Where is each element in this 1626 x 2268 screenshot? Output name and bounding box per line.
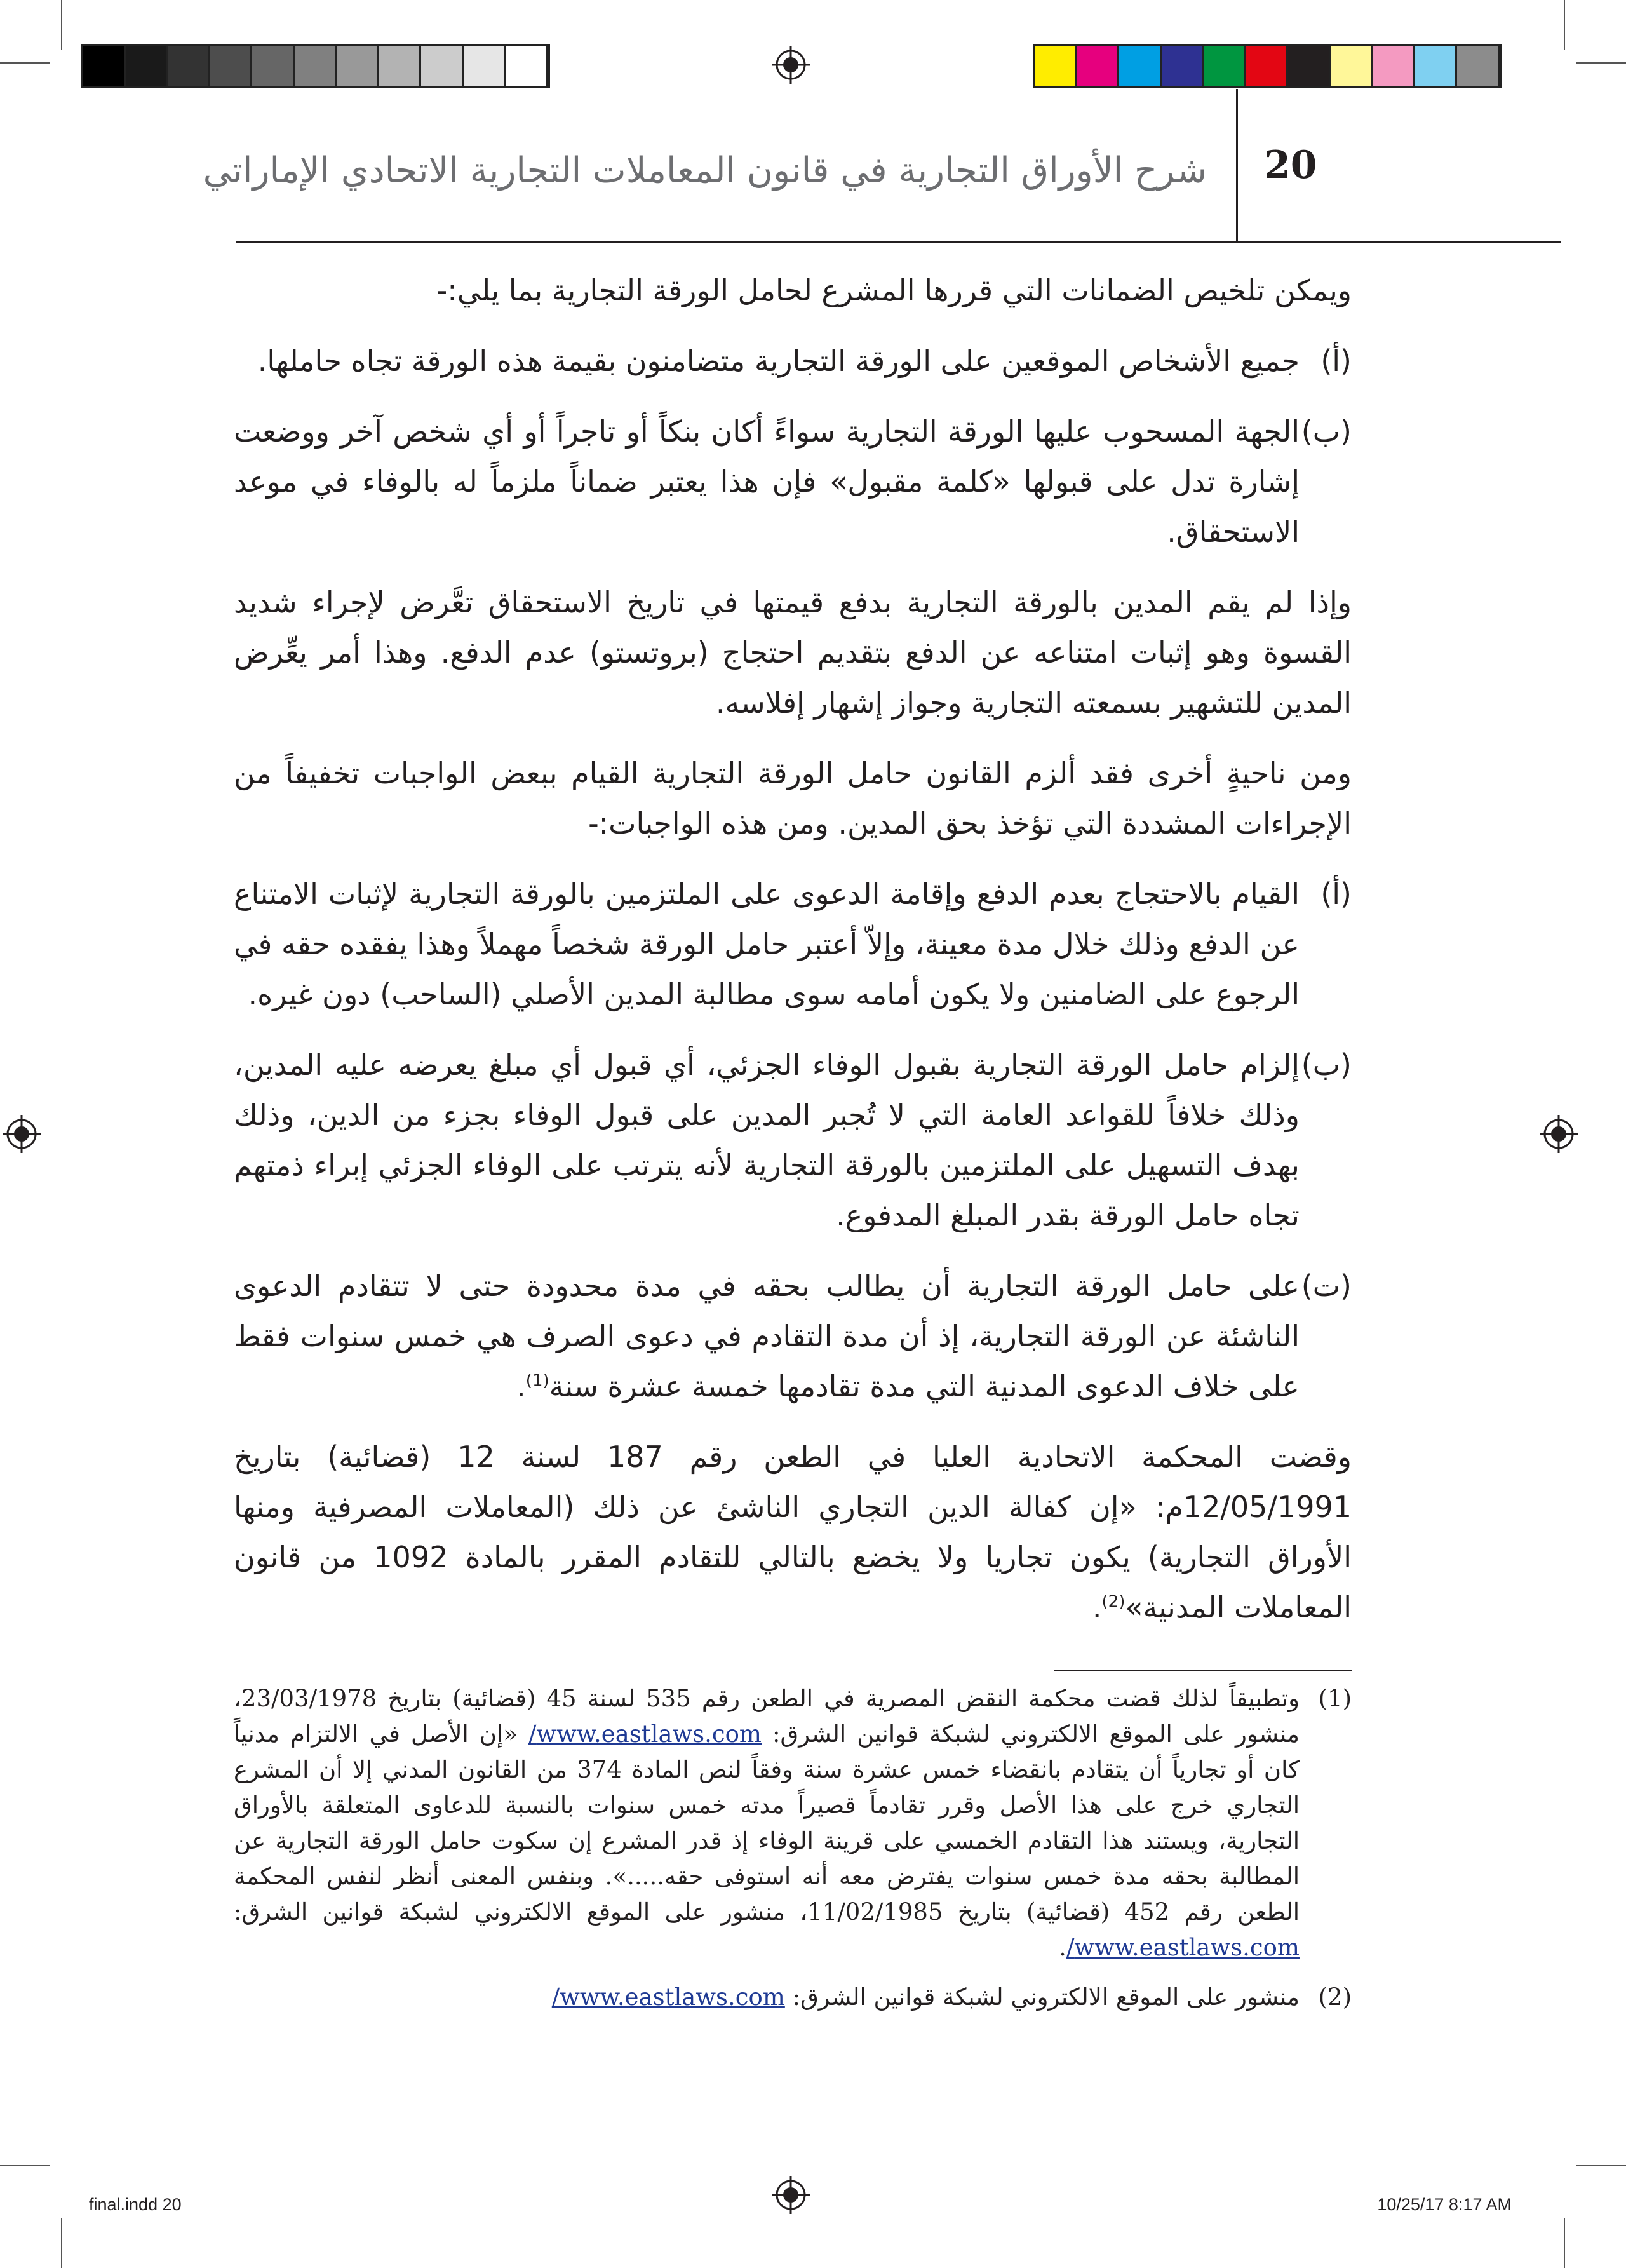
color-swatch (1288, 46, 1331, 86)
list-item (234, 1261, 1352, 1412)
color-swatch (252, 46, 295, 86)
list-item (234, 869, 1352, 1020)
color-swatch (1077, 46, 1120, 86)
paragraph-text: وقضت المحكمة الاتحادية العليا في الطعن رقم 187 لسنة 12 (قضائية) بتاريخ 12/05/1991م: «إن كفالة الدين التجاري الناشئ عن ذلك (المعاملات المصرفية ومنها الأوراق التجارية) يكون تجاريا ولا يخضع بالتالي للتقادم المقرر بالمادة 1092 من قانون المعاملات المدنية» (234, 1440, 1352, 1624)
footnote-end: . (1059, 1934, 1066, 1961)
page-number: 20 (1264, 143, 1317, 187)
footnote-text: «إن الأصل في الالتزام مدنياً كان أو تجارياً أن يتقادم بانقضاء خمس عشرة سنة وفقاً لنص المادة 374 من القانون المدني إلا أن المشرع التجاري خرج على هذا الأصل وقرر تقادماً قصيراً مدته خمس سنوات بالنسبة للدعاوى المتعلقة بالأوراق التجارية، ويستند هذا التقادم الخمسي على قرينة الوفاء إذ قدر المشرع إن سكوت حامل الورقة التجارية عن المطالبة بحقه مدة خمس سنوات يفترض معه أنه استوفى حقه.....». وبنفس المعنى أنظر لنفس المحكمة الطعن رقم 452 (قضائية) بتاريخ 11/02/1985، منشور على الموقع الالكتروني لشبكة قوانين الشرق: (234, 1720, 1300, 1926)
color-swatch (168, 46, 210, 86)
footnote (234, 1681, 1352, 1966)
crop-mark (1564, 0, 1565, 50)
footnote-text: وتطبيقاً لذلك قضت محكمة النقض المصرية في الطعن رقم 535 لسنة 45 (قضائية) بتاريخ 23/03/1978، منشور على الموقع الالكتروني لشبكة قوانين الشرق: (234, 1685, 1300, 1748)
footnote-link[interactable]: www.eastlaws.com/ (1066, 1934, 1300, 1961)
paragraph-tail: . (1092, 1590, 1102, 1624)
list-item (234, 1040, 1352, 1241)
list-item-text: القيام بالاحتجاج بعدم الدفع وإقامة الدعوى على الملتزمين بالورقة التجارية لإثبات الامتناع عن الدفع وذلك خلال مدة معينة، وإلاّ أعتبر حامل الورقة شخصاً مهملاً وهذا يفقده حقه في الرجوع على الضامنين ولا يكون أمامه سوى مطالبة المدين الأصلي (الساحب) دون غيره. (234, 877, 1300, 1011)
footnotes (234, 1681, 1352, 2015)
color-swatch (379, 46, 422, 86)
crop-mark (61, 2218, 62, 2268)
header-divider (1236, 89, 1238, 243)
process-color-bar (1033, 44, 1502, 88)
color-swatch (1035, 46, 1077, 86)
color-swatch (1457, 46, 1500, 86)
paragraph: وإذا لم يقم المدين بالورقة التجارية بدفع قيمتها في تاريخ الاستحقاق تعَّرض لإجراء شديد القسوة وهو إثبات امتناعه عن الدفع بتقديم احتجاج (بروتستو) عدم الدفع. وهذا أمر يعِّرض المدين للتشهير بسمعته التجارية وجواز إشهار إفلاسه. (234, 585, 1352, 720)
list-item-number: (ت) (1301, 1269, 1352, 1303)
running-title: شرح الأوراق التجارية في قانون المعاملات التجارية الاتحادي الإماراتي (203, 150, 1207, 191)
registration-mark-icon (772, 46, 810, 84)
color-swatch (1415, 46, 1458, 86)
list-item (234, 336, 1352, 386)
footnote (234, 1980, 1352, 2015)
footnote-link[interactable]: www.eastlaws.com/ (551, 1983, 785, 2011)
color-swatch (1204, 46, 1246, 86)
list-item-text: على حامل الورقة التجارية أن يطالب بحقه في مدة محدودة حتى لا تتقادم الدعوى الناشئة عن الورقة التجارية، إذ أن مدة التقادم في دعوى الصرف هي خمس سنوات فقط على خلاف الدعوى المدنية التي مدة تقادمها خمسة عشرة سنة (234, 1269, 1300, 1403)
list-item-number: (أ) (1320, 344, 1352, 378)
slug-filename: final.indd 20 (89, 2195, 182, 2214)
header-rule (236, 241, 1561, 243)
footnote-rule (1054, 1670, 1352, 1671)
list-item-text: الجهة المسحوب عليها الورقة التجارية سواءً أكان بنكاً أو تاجراً أو أي شخص آخر ووضعت إشارة تدل على قبولها «كلمة مقبول» فإن هذا يعتبر ضماناً ملزماً له بالوفاء في موعد الاستحقاق. (234, 414, 1300, 549)
registration-mark-icon (772, 2176, 810, 2214)
registration-mark-icon (1540, 1115, 1578, 1153)
color-swatch (1373, 46, 1415, 86)
list-item-tail: . (516, 1369, 526, 1403)
crop-mark (61, 0, 62, 50)
paragraph (234, 1432, 1352, 1633)
color-swatch (506, 46, 548, 86)
crop-mark (1576, 2165, 1626, 2166)
footnote-ref[interactable]: (2) (1101, 1592, 1125, 1612)
color-swatch (421, 46, 464, 86)
color-swatch (295, 46, 337, 86)
color-swatch (1162, 46, 1204, 86)
color-swatch (1331, 46, 1373, 86)
list-item-number: (ب) (1301, 1048, 1352, 1082)
footnote-number: (1) (1318, 1685, 1352, 1712)
color-swatch (210, 46, 253, 86)
color-swatch (126, 46, 168, 86)
color-swatch (1246, 46, 1289, 86)
slug-timestamp: 10/25/17 8:17 AM (1377, 2195, 1512, 2214)
crop-mark (0, 2165, 50, 2166)
color-swatch (1119, 46, 1162, 86)
list-item-text: جميع الأشخاص الموقعين على الورقة التجارية متضامنون بقيمة هذه الورقة تجاه حاملها. (257, 344, 1300, 378)
list-item-text: إلزام حامل الورقة التجارية بقبول الوفاء الجزئي، أي قبول أي مبلغ يعرضه عليه المدين، وذلك خلافاً للقواعد العامة التي لا تُجبر المدين على قبول الوفاء بجزء من الدين، وذلك بهدف التسهيل على الملتزمين بالورقة التجارية لأنه يترتب على الوفاء الجزئي إبراء ذمتهم تجاه حامل الورقة بقدر المبلغ المدفوع. (234, 1048, 1300, 1232)
intro-paragraph: ويمكن تلخيص الضمانات التي قررها المشرع لحامل الورقة التجارية بما يلي:- (436, 273, 1352, 307)
footnote-link[interactable]: www.eastlaws.com/ (528, 1720, 762, 1748)
footnote-text: منشور على الموقع الالكتروني لشبكة قوانين الشرق: (784, 1983, 1300, 2011)
body-text (234, 266, 1352, 1633)
color-swatch (83, 46, 126, 86)
list-item-number: (أ) (1320, 877, 1352, 911)
list-item (234, 407, 1352, 557)
grayscale-color-bar (81, 44, 550, 88)
list-item-number: (ب) (1301, 414, 1352, 449)
color-swatch (464, 46, 506, 86)
color-swatch (337, 46, 379, 86)
footnote-ref[interactable]: (1) (525, 1371, 549, 1391)
registration-mark-icon (3, 1115, 41, 1153)
paragraph: ومن ناحيةٍ أخرى فقد ألزم القانون حامل الورقة التجارية القيام ببعض الواجبات تخفيفاً من الإجراءات المشددة التي تؤخذ بحق المدين. ومن هذه الواجبات:- (234, 756, 1352, 840)
crop-mark (1576, 62, 1626, 64)
crop-mark (1564, 2218, 1565, 2268)
footnote-number: (2) (1318, 1983, 1352, 2011)
crop-mark (0, 62, 50, 64)
